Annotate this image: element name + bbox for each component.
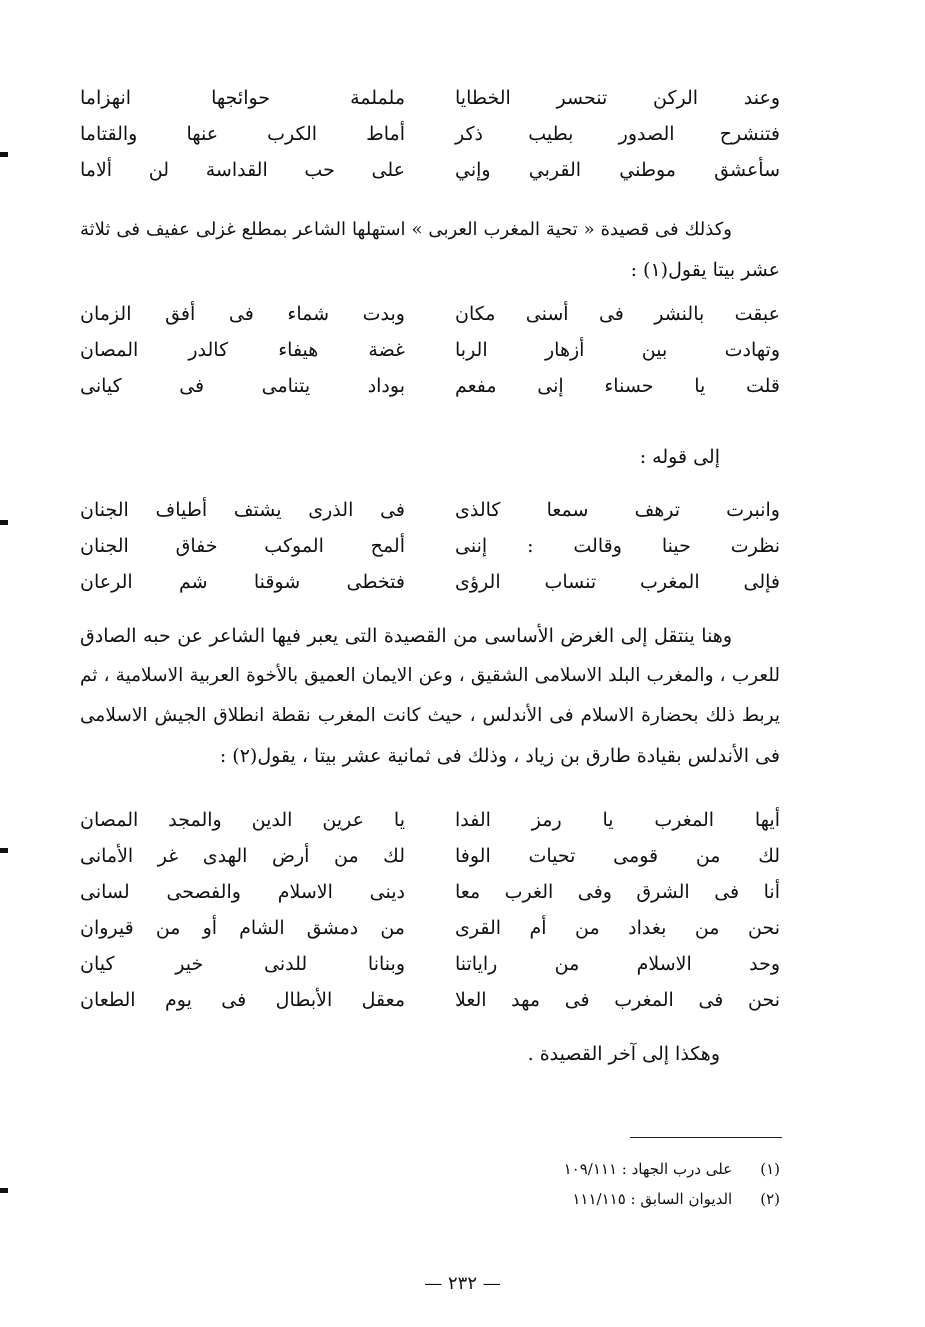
verse-line [80,152,780,188]
verse-line [80,946,780,982]
first-hemistich: نحن فى المغرب فى مهد العلا [455,989,780,1011]
paragraph-line: فى الأندلس بقيادة طارق بن زياد ، وذلك فى ثمانية عشر بيتا ، يقول(٢) : [219,745,780,767]
paragraph-line: عشر بيتا يقول(١) : [630,259,780,281]
first-hemistich: لك من قومى تحيات الوفا [455,845,780,867]
second-hemistich: ململمة حوائجها انهزاما [80,87,405,109]
first-hemistich: وانبرت ترهف سمعا كالذى [455,499,780,521]
verse-line [80,982,780,1018]
first-hemistich: وعند الركن تنحسر الخطايا [455,87,780,109]
verse-line [80,492,780,528]
paragraph-line: وكذلك فى قصيدة « تحية المغرب العربى » استهلها الشاعر بمطلع غزلى عفيف فى ثلاثة [80,219,732,240]
first-hemistich: عبقت بالنشر فى أسنى مكان [455,303,780,325]
verse-line [80,838,780,874]
poem-block-3 [80,492,780,600]
second-hemistich: ألمح الموكب خفاق الجنان [80,535,405,557]
verse-line [80,296,780,332]
verse-line [80,802,780,838]
second-hemistich: أماط الكرب عنها والقتاما [80,123,405,145]
second-hemistich: فى الذرى يشتف أطياف الجنان [80,499,405,521]
poem-block-1 [80,80,780,188]
second-hemistich: وبنانا للدنى خير كيان [80,953,405,975]
paragraph-line: للعرب ، والمغرب البلد الاسلامى الشقيق ، وعن الايمان العميق بالأخوة العربية الاسلامية ، ثم [80,665,780,686]
verse-line [80,332,780,368]
footnote-text: الديوان السابق : ١١١/١١٥ [572,1190,733,1208]
margin-mark [0,520,8,525]
verse-line [80,874,780,910]
verse-line [80,80,780,116]
first-hemistich: وحد الاسلام من راياتنا [455,953,780,975]
paragraph-1 [80,210,780,290]
first-hemistich: نظرت حينا وقالت : إننى [455,535,780,557]
first-hemistich: فإلى المغرب تنساب الرؤى [455,571,780,593]
second-hemistich: دينى الاسلام والفصحى لسانى [80,881,405,903]
second-hemistich: فتخطى شوقنا شم الرعان [80,571,405,593]
footnote-number: (١) [760,1160,780,1178]
footnote-2 [572,1190,780,1208]
second-hemistich: لك من أرض الهدى غر الأمانى [80,845,405,867]
footnote-1 [564,1160,780,1178]
verse-line [80,368,780,404]
second-hemistich: من دمشق الشام أو من قيروان [80,917,405,939]
first-hemistich: أنا فى الشرق وفى الغرب معا [455,881,780,903]
paragraph-2 [80,616,780,776]
second-hemistich: بوداد يتنامى فى كيانى [80,375,405,397]
verse-line [80,564,780,600]
verse-line [80,910,780,946]
second-hemistich: معقل الأبطال فى يوم الطعان [80,989,405,1011]
second-hemistich: يا عرين الدين والمجد المصان [80,809,405,831]
first-hemistich: وتهادت بين أزهار الربا [455,339,780,361]
second-hemistich: على حب القداسة لن ألاما [80,159,405,181]
poem-block-2 [80,296,780,404]
first-hemistich: نحن من بغداد من أم القرى [455,917,780,939]
first-hemistich: قلت يا حسناء إنى مفعم [455,375,780,397]
margin-mark [0,152,8,157]
paragraph-line: يربط ذلك بحضارة الاسلام فى الأندلس ، حيث كانت المغرب نقطة انطلاق الجيش الاسلامى [80,705,780,726]
margin-mark [0,848,8,853]
closing-line: وهكذا إلى آخر القصيدة . [527,1043,720,1065]
second-hemistich: غضة هيفاء كالدر المصان [80,339,405,361]
poem-block-4 [80,802,780,1018]
to-his-saying-label: إلى قوله : [639,446,720,468]
first-hemistich: سأعشق موطني القربي وإني [455,159,780,181]
footnote-text: على درب الجهاد : ١٠٩/١١١ [563,1160,733,1178]
first-hemistich: أيها المغرب يا رمز الفدا [455,809,780,831]
paragraph-line: وهنا ينتقل إلى الغرض الأساسى من القصيدة التى يعبر فيها الشاعر عن حبه الصادق [80,625,732,647]
footnote-number: (٢) [760,1190,780,1208]
verse-line [80,528,780,564]
page-number: — ٢٣٢ — [424,1273,501,1294]
margin-mark [0,1188,8,1193]
verse-line [80,116,780,152]
footnote-separator [630,1137,782,1138]
first-hemistich: فتنشرح الصدور بطيب ذكر [455,123,780,145]
second-hemistich: وبدت شماء فى أفق الزمان [80,303,405,325]
